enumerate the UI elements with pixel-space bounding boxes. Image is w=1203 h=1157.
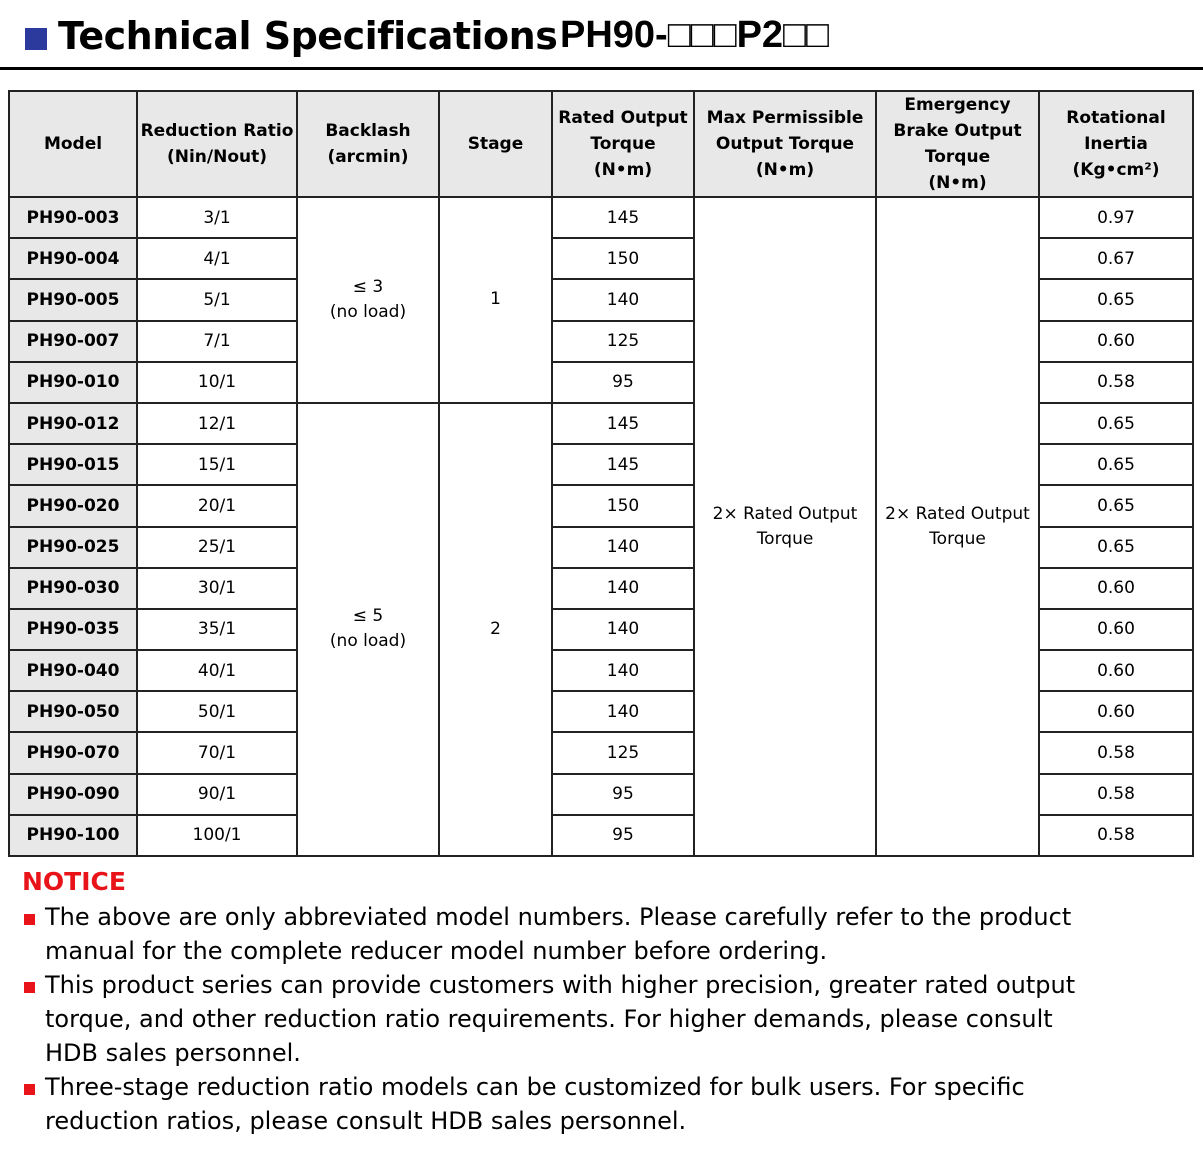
rated-torque-cell: 145 <box>552 444 694 485</box>
stage-cell-1: 1 <box>439 197 552 403</box>
rated-torque-cell: 140 <box>552 568 694 609</box>
rated-torque-cell: 140 <box>552 527 694 568</box>
model-cell: PH90-004 <box>9 238 137 279</box>
rated-torque-cell: 95 <box>552 774 694 815</box>
rated-torque-cell: 140 <box>552 279 694 320</box>
inertia-cell: 0.65 <box>1039 527 1193 568</box>
notice-section <box>22 866 1192 1138</box>
model-cell: PH90-025 <box>9 527 137 568</box>
column-header-stage: Stage <box>439 91 552 197</box>
inertia-cell: 0.65 <box>1039 485 1193 526</box>
inertia-cell: 0.58 <box>1039 815 1193 856</box>
rated-torque-cell: 125 <box>552 321 694 362</box>
rated-torque-cell: 125 <box>552 732 694 773</box>
rated-torque-cell: 95 <box>552 362 694 403</box>
title-square-icon <box>25 28 47 50</box>
model-cell: PH90-020 <box>9 485 137 526</box>
model-cell: PH90-090 <box>9 774 137 815</box>
ratio-cell: 90/1 <box>137 774 297 815</box>
ratio-cell: 15/1 <box>137 444 297 485</box>
inertia-cell: 0.60 <box>1039 650 1193 691</box>
stage-cell-2: 2 <box>439 403 552 856</box>
model-cell: PH90-012 <box>9 403 137 444</box>
model-cell: PH90-040 <box>9 650 137 691</box>
notice-item-text: Three-stage reduction ratio models can be customized for bulk users. For specific reduction ratios, please consult HDB sales personnel. <box>45 1073 1025 1135</box>
inertia-cell: 0.58 <box>1039 362 1193 403</box>
column-header-backlash: Backlash (arcmin) <box>297 91 439 197</box>
inertia-cell: 0.65 <box>1039 403 1193 444</box>
table-row <box>9 197 1193 238</box>
red-square-bullet-icon <box>24 914 35 925</box>
backlash-cell-stage1: ≤ 3 (no load) <box>297 197 439 403</box>
model-cell: PH90-007 <box>9 321 137 362</box>
model-cell: PH90-035 <box>9 609 137 650</box>
model-cell: PH90-015 <box>9 444 137 485</box>
page-header <box>0 0 1203 70</box>
column-header-reduction-ratio: Reduction Ratio (Nin/Nout) <box>137 91 297 197</box>
notice-item <box>22 900 1095 968</box>
notice-item-text: This product series can provide customers with higher precision, greater rated output torque, and other reduction ratio requirements. For higher demands, please consult HDB sales personnel. <box>45 971 1076 1067</box>
ratio-cell: 35/1 <box>137 609 297 650</box>
model-code: PH90-□□□P2□□ <box>560 14 829 56</box>
notice-item-text: The above are only abbreviated model numbers. Please carefully refer to the product manual for the complete reducer model number before ordering. <box>45 903 1072 965</box>
model-cell: PH90-070 <box>9 732 137 773</box>
rated-torque-cell: 140 <box>552 650 694 691</box>
notice-title: NOTICE <box>22 867 126 896</box>
ratio-cell: 10/1 <box>137 362 297 403</box>
ratio-cell: 50/1 <box>137 691 297 732</box>
max-permissible-torque-cell: 2× Rated Output Torque <box>694 197 876 856</box>
ratio-cell: 40/1 <box>137 650 297 691</box>
model-cell: PH90-005 <box>9 279 137 320</box>
inertia-cell: 0.60 <box>1039 609 1193 650</box>
ratio-cell: 20/1 <box>137 485 297 526</box>
inertia-cell: 0.60 <box>1039 691 1193 732</box>
ratio-cell: 7/1 <box>137 321 297 362</box>
column-header-emergency-brake-torque: Emergency Brake Output Torque (N•m) <box>876 91 1039 197</box>
specifications-table <box>8 90 1194 857</box>
inertia-cell: 0.97 <box>1039 197 1193 238</box>
ratio-cell: 100/1 <box>137 815 297 856</box>
rated-torque-cell: 140 <box>552 609 694 650</box>
column-header-rated-output-torque: Rated Output Torque (N•m) <box>552 91 694 197</box>
ratio-cell: 30/1 <box>137 568 297 609</box>
rated-torque-cell: 150 <box>552 485 694 526</box>
ratio-cell: 4/1 <box>137 238 297 279</box>
inertia-cell: 0.65 <box>1039 279 1193 320</box>
rated-torque-cell: 145 <box>552 197 694 238</box>
column-header-max-permissible-torque: Max Permissible Output Torque (N•m) <box>694 91 876 197</box>
ratio-cell: 70/1 <box>137 732 297 773</box>
rated-torque-cell: 140 <box>552 691 694 732</box>
red-square-bullet-icon <box>24 982 35 993</box>
column-header-rotational-inertia: Rotational Inertia (Kg•cm²) <box>1039 91 1193 197</box>
ratio-cell: 3/1 <box>137 197 297 238</box>
notice-item <box>22 968 1095 1070</box>
inertia-cell: 0.67 <box>1039 238 1193 279</box>
model-cell: PH90-003 <box>9 197 137 238</box>
ratio-cell: 5/1 <box>137 279 297 320</box>
inertia-cell: 0.58 <box>1039 774 1193 815</box>
inertia-cell: 0.60 <box>1039 321 1193 362</box>
column-header-model: Model <box>9 91 137 197</box>
emergency-brake-torque-cell: 2× Rated Output Torque <box>876 197 1039 856</box>
table-header-row <box>9 91 1193 197</box>
inertia-cell: 0.65 <box>1039 444 1193 485</box>
model-cell: PH90-030 <box>9 568 137 609</box>
backlash-cell-stage2: ≤ 5 (no load) <box>297 403 439 856</box>
rated-torque-cell: 150 <box>552 238 694 279</box>
page-title: Technical Specifications <box>58 14 558 58</box>
model-cell: PH90-100 <box>9 815 137 856</box>
model-cell: PH90-050 <box>9 691 137 732</box>
rated-torque-cell: 145 <box>552 403 694 444</box>
inertia-cell: 0.60 <box>1039 568 1193 609</box>
rated-torque-cell: 95 <box>552 815 694 856</box>
inertia-cell: 0.58 <box>1039 732 1193 773</box>
red-square-bullet-icon <box>24 1084 35 1095</box>
ratio-cell: 12/1 <box>137 403 297 444</box>
model-cell: PH90-010 <box>9 362 137 403</box>
notice-item <box>22 1070 1095 1138</box>
ratio-cell: 25/1 <box>137 527 297 568</box>
